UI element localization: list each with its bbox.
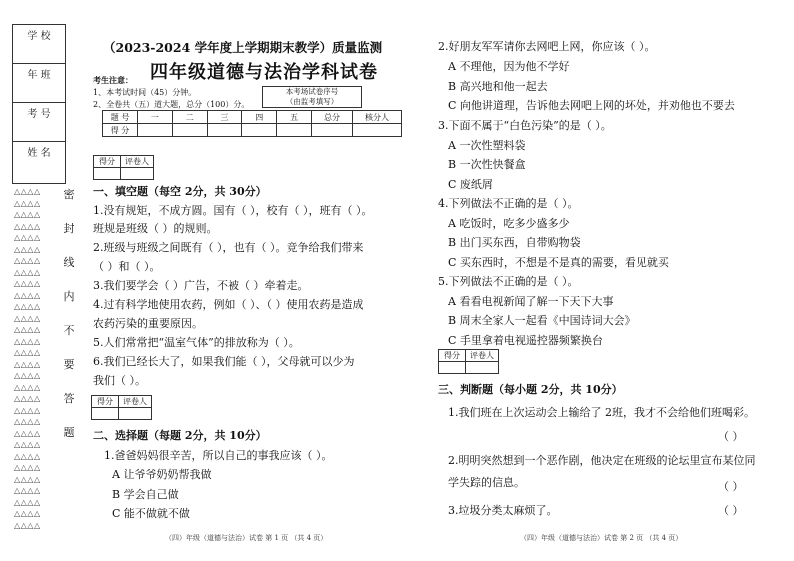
- choice-q3-b: B 一次性快餐盒: [448, 158, 526, 171]
- section2-title: 二、选择题（每题 2分，共 10分）: [93, 429, 267, 442]
- choice-q4-b: B 出门买东西，自带购物袋: [448, 236, 581, 249]
- grade-cell[interactable]: [439, 362, 466, 374]
- judge-q2-cont: 学失踪的信息。: [448, 476, 525, 489]
- judge-q1: 1.我们班在上次运动会上输给了 2班，我才不会给他们班喝彩。: [448, 406, 755, 419]
- name-label: 姓 名: [27, 148, 51, 159]
- seal-char: 内: [63, 290, 75, 303]
- fill-q1: 1.没有规矩，不成方圆。国有（ ），校有（ ），班有（ ）。: [93, 204, 373, 217]
- score-header: 题 号: [103, 111, 138, 124]
- fill-q6-cont: 我们（ ）。: [93, 374, 146, 387]
- choice-q5-c: C 手里拿着电视遥控器频繁换台: [448, 334, 603, 347]
- judge-q2: 2.明明突然想到一个恶作剧，他决定在班级的论坛里宣布某位同: [448, 454, 756, 467]
- notes-title: 考生注意：: [93, 75, 133, 85]
- fill-q2-cont: （ ）和（ ）。: [93, 260, 161, 273]
- grade-box-3: [438, 349, 499, 374]
- fill-q4: 4.过有科学地使用农药，例如（ ）、（ ）使用农药是造成: [93, 298, 364, 311]
- choice-q3-a: A 一次性塑料袋: [448, 139, 526, 152]
- grade-label: 得分: [94, 156, 121, 168]
- grader-label: 评卷人: [121, 156, 154, 168]
- score-cell[interactable]: [207, 124, 242, 137]
- exam-subtitle: （2023-2024 学年度上学期期末教学）质量监测: [103, 40, 383, 55]
- seal-char: 线: [63, 256, 75, 269]
- choice-q4-c: C 买东西时，不想是不是真的需要，看见就买: [448, 256, 669, 269]
- choice-q3: 3.下面不属于“白色污染”的是（ ）。: [438, 119, 612, 132]
- exam-number-label: 考 号: [13, 103, 65, 142]
- choice-q1-c: C 能不做就不做: [112, 507, 190, 520]
- choice-q4: 4.下列做法不正确的是（ ）。: [438, 197, 579, 210]
- choice-q2-a: A 不理他，因为他不学好: [448, 60, 570, 73]
- grade-cell[interactable]: [92, 408, 119, 420]
- score-header: 三: [207, 111, 242, 124]
- grader-cell[interactable]: [121, 168, 154, 180]
- seal-line-text: [62, 186, 76, 458]
- seat-note-line2: （由监考填写）: [285, 96, 339, 106]
- fill-q6: 6.我们已经长大了，如果我们能（ ），父母就可以少为: [93, 355, 355, 368]
- grader-cell[interactable]: [119, 408, 152, 420]
- page-footer-right: （四）年级（道德与法治）试卷 第 2 页 （共 4 页）: [520, 534, 683, 542]
- exam-title: 四年级道德与法治学科试卷: [150, 62, 378, 83]
- fill-q4-cont: 农药污染的重要原因。: [93, 317, 203, 330]
- score-cell[interactable]: [353, 124, 402, 137]
- school-label: 学 校: [13, 25, 65, 64]
- score-header: 核分人: [353, 111, 402, 124]
- choice-q2: 2.好朋友军军请你去网吧上网，你应该（ ）。: [438, 40, 656, 53]
- score-cell[interactable]: [277, 124, 312, 137]
- score-row-label: 得 分: [103, 124, 138, 137]
- choice-q3-c: C 废纸屑: [448, 178, 493, 191]
- score-table: [102, 110, 402, 137]
- note-2: 2、全卷共（五）道大题，总分（100）分。: [93, 100, 250, 109]
- judge-q1-blank[interactable]: （ ）: [718, 430, 744, 443]
- choice-q5-a: A 看看电视新闻了解一下天下大事: [448, 295, 614, 308]
- note-1: 1、本考试时间（45）分钟。: [93, 88, 197, 97]
- score-cell[interactable]: [172, 124, 207, 137]
- grade-cell[interactable]: [94, 168, 121, 180]
- judge-q3-blank[interactable]: （ ）: [718, 504, 744, 517]
- choice-q2-c: C 向他讲道理，告诉他去网吧上网的坏处，并劝他也不要去: [448, 99, 735, 112]
- score-cell[interactable]: [138, 124, 173, 137]
- score-cell[interactable]: [242, 124, 277, 137]
- seat-number-box: [262, 86, 362, 108]
- seal-char: 封: [63, 222, 75, 235]
- judge-q2-blank[interactable]: （ ）: [718, 480, 744, 493]
- seal-char: 要: [63, 358, 75, 371]
- score-header: 总分: [312, 111, 353, 124]
- fill-q5: 5.人们常常把“温室气体”的排放称为（ ）。: [93, 336, 300, 349]
- seal-char: 不: [63, 324, 75, 337]
- fill-q3: 3.我们要学会（ ）广告，不被（ ）牵着走。: [93, 279, 309, 292]
- grader-cell[interactable]: [466, 362, 499, 374]
- grade-label: 得分: [439, 350, 466, 362]
- score-header: 四: [242, 111, 277, 124]
- score-header: 二: [172, 111, 207, 124]
- section1-title: 一、填空题（每空 2分，共 30分）: [93, 185, 267, 198]
- choice-q5: 5.下列做法不正确的是（ ）。: [438, 275, 579, 288]
- score-cell[interactable]: [312, 124, 353, 137]
- decorative-triangle-border: △△△△ △△△△ △△△△ △△△△ △△△△ △△△△ △△△△ △△△△ △△△△ △△△△ △△△△ △△△△ △△△△ △△△△ △△△△ △△△△ △△△△ △△△△ △△△△ △△△△ △△△△ △△△△ △△△△ △△△△ △△△△ △△△△ △△△△ △△△△ △△△△ △△△△: [14, 187, 41, 530]
- student-info-box: [12, 24, 66, 184]
- seal-char: 答: [63, 392, 75, 405]
- grader-label: 评卷人: [119, 396, 152, 408]
- choice-q1: 1.爸爸妈妈很辛苦，所以自己的事我应该（ ）。: [104, 449, 333, 462]
- choice-q2-b: B 高兴地和他一起去: [448, 80, 548, 93]
- score-header: 一: [138, 111, 173, 124]
- section3-title: 三、判断题（每小题 2分，共 10分）: [438, 383, 623, 396]
- page-footer-left: （四）年级（道德与法治）试卷 第 1 页 （共 4 页）: [165, 534, 328, 542]
- grade-box-2: [91, 395, 152, 420]
- seal-char: 题: [63, 426, 75, 439]
- grader-label: 评卷人: [466, 350, 499, 362]
- fill-q1-cont: 班规是班级（ ）的规则。: [93, 222, 218, 235]
- seal-char: 密: [63, 188, 75, 201]
- choice-q1-a: A 让爷爷奶奶帮我做: [112, 468, 212, 481]
- choice-q4-a: A 吃饭时，吃多少盛多少: [448, 217, 570, 230]
- grade-label: 得分: [92, 396, 119, 408]
- fill-q2: 2.班级与班级之间既有（ ），也有（ ）。竞争给我们带来: [93, 241, 364, 254]
- choice-q1-b: B 学会自己做: [112, 488, 179, 501]
- judge-q3: 3.垃圾分类太麻烦了。: [448, 504, 558, 517]
- score-header: 五: [277, 111, 312, 124]
- choice-q5-b: B 周末全家人一起看《中国诗词大会》: [448, 314, 636, 327]
- grade-box-1: [93, 155, 154, 180]
- class-label: 年 班: [13, 64, 65, 103]
- seat-note-line1: 本考场试卷序号: [285, 87, 339, 96]
